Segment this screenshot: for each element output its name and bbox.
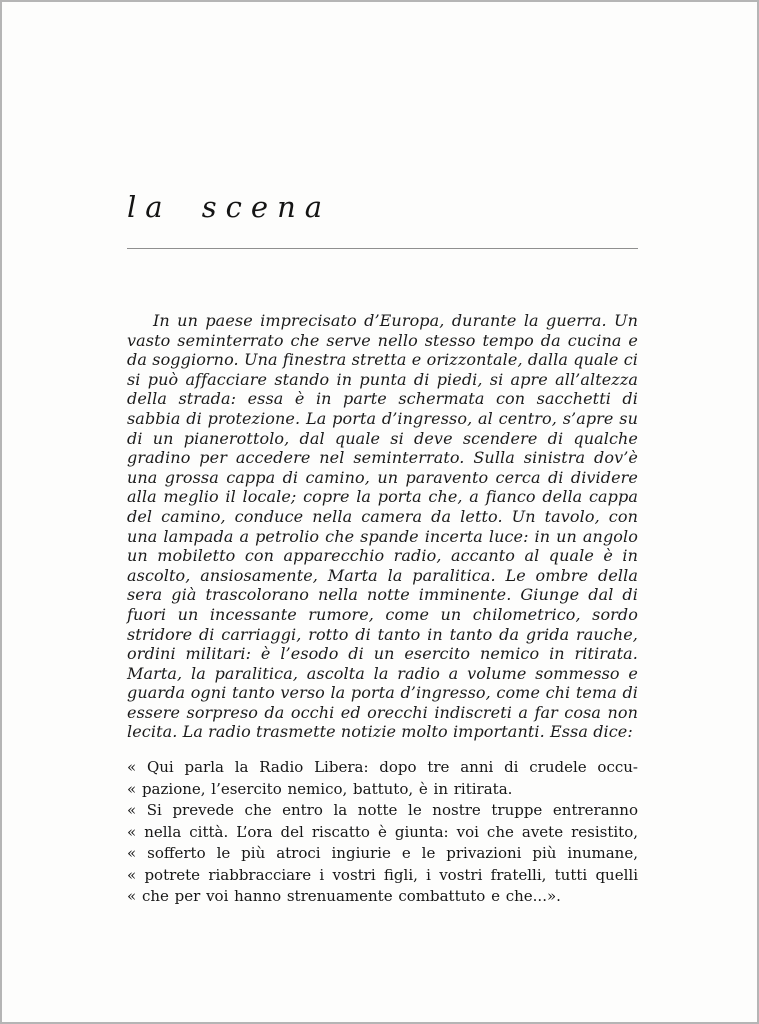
- page-content: [127, 2, 638, 908]
- title-rule: [127, 248, 638, 249]
- dialogue-line-1: « Qui parla la Radio Libera: dopo tre anni di crudele occu-: [127, 758, 638, 777]
- dialogue-line-3: « Si prevede che entro la notte le nostre truppe entreranno: [127, 801, 638, 820]
- dialogue-line-4: « nella città. L’ora del riscatto è giunta: voi che avete resistito,: [127, 822, 638, 841]
- dialogue-line-6: « potrete riabbracciare i vostri figli, i vostri fratelli, tutti quelli: [127, 865, 638, 884]
- dialogue-line-7: « che per voi hanno strenuamente combattuto e che...».: [127, 887, 561, 906]
- stage-direction: In un paese imprecisato d’Europa, durante la guerra. Un vasto seminterrato che serve nello stesso tempo da cucina e da soggiorno. Una finestra stretta e orizzontale, dalla quale ci si può affacciare stando in punta di piedi, si apre all’altezza della strada: essa è in parte schermata con sacchetti di sabbia di protezione. La porta d’ingresso, al centro, s’apre su di un pianerottolo, dal quale si deve scendere di qualche gradino per accedere nel seminterrato. Sulla sinistra dov’è una grossa cappa di camino, un paravento cerca di dividere alla meglio il locale; copre la porta che, a fianco della cappa del camino, conduce nella camera da letto. Un tavolo, con una lampada a petrolio che spande incerta luce: in un angolo un mobiletto con apparecchio radio, accanto al quale è in ascolto, ansiosamente, Marta la paralitica. Le ombre della sera già trascolorano nella notte imminente. Giunge dal di fuori un incessante rumore, come un chilometrico, sordo stridore di carriaggi, rotto di tanto in tanto da grida rauche, ordini militari: è l’esodo di un esercito nemico in ritirata. Marta, la paralitica, ascolta la radio a volume sommesso e guarda ogni tanto verso la porta d’ingresso, come chi tema di essere sorpreso da occhi ed orecchi indiscreti a far cosa non lecita. La radio trasmette notizie molto importanti. Essa dice:: [127, 311, 638, 742]
- radio-dialogue: [127, 757, 638, 908]
- dialogue-line-5: « sofferto le più atroci ingiurie e le privazioni più inumane,: [127, 844, 638, 863]
- dialogue-line-2: « pazione, l’esercito nemico, battuto, è in ritirata.: [127, 779, 513, 798]
- page-title: la scena: [127, 190, 332, 224]
